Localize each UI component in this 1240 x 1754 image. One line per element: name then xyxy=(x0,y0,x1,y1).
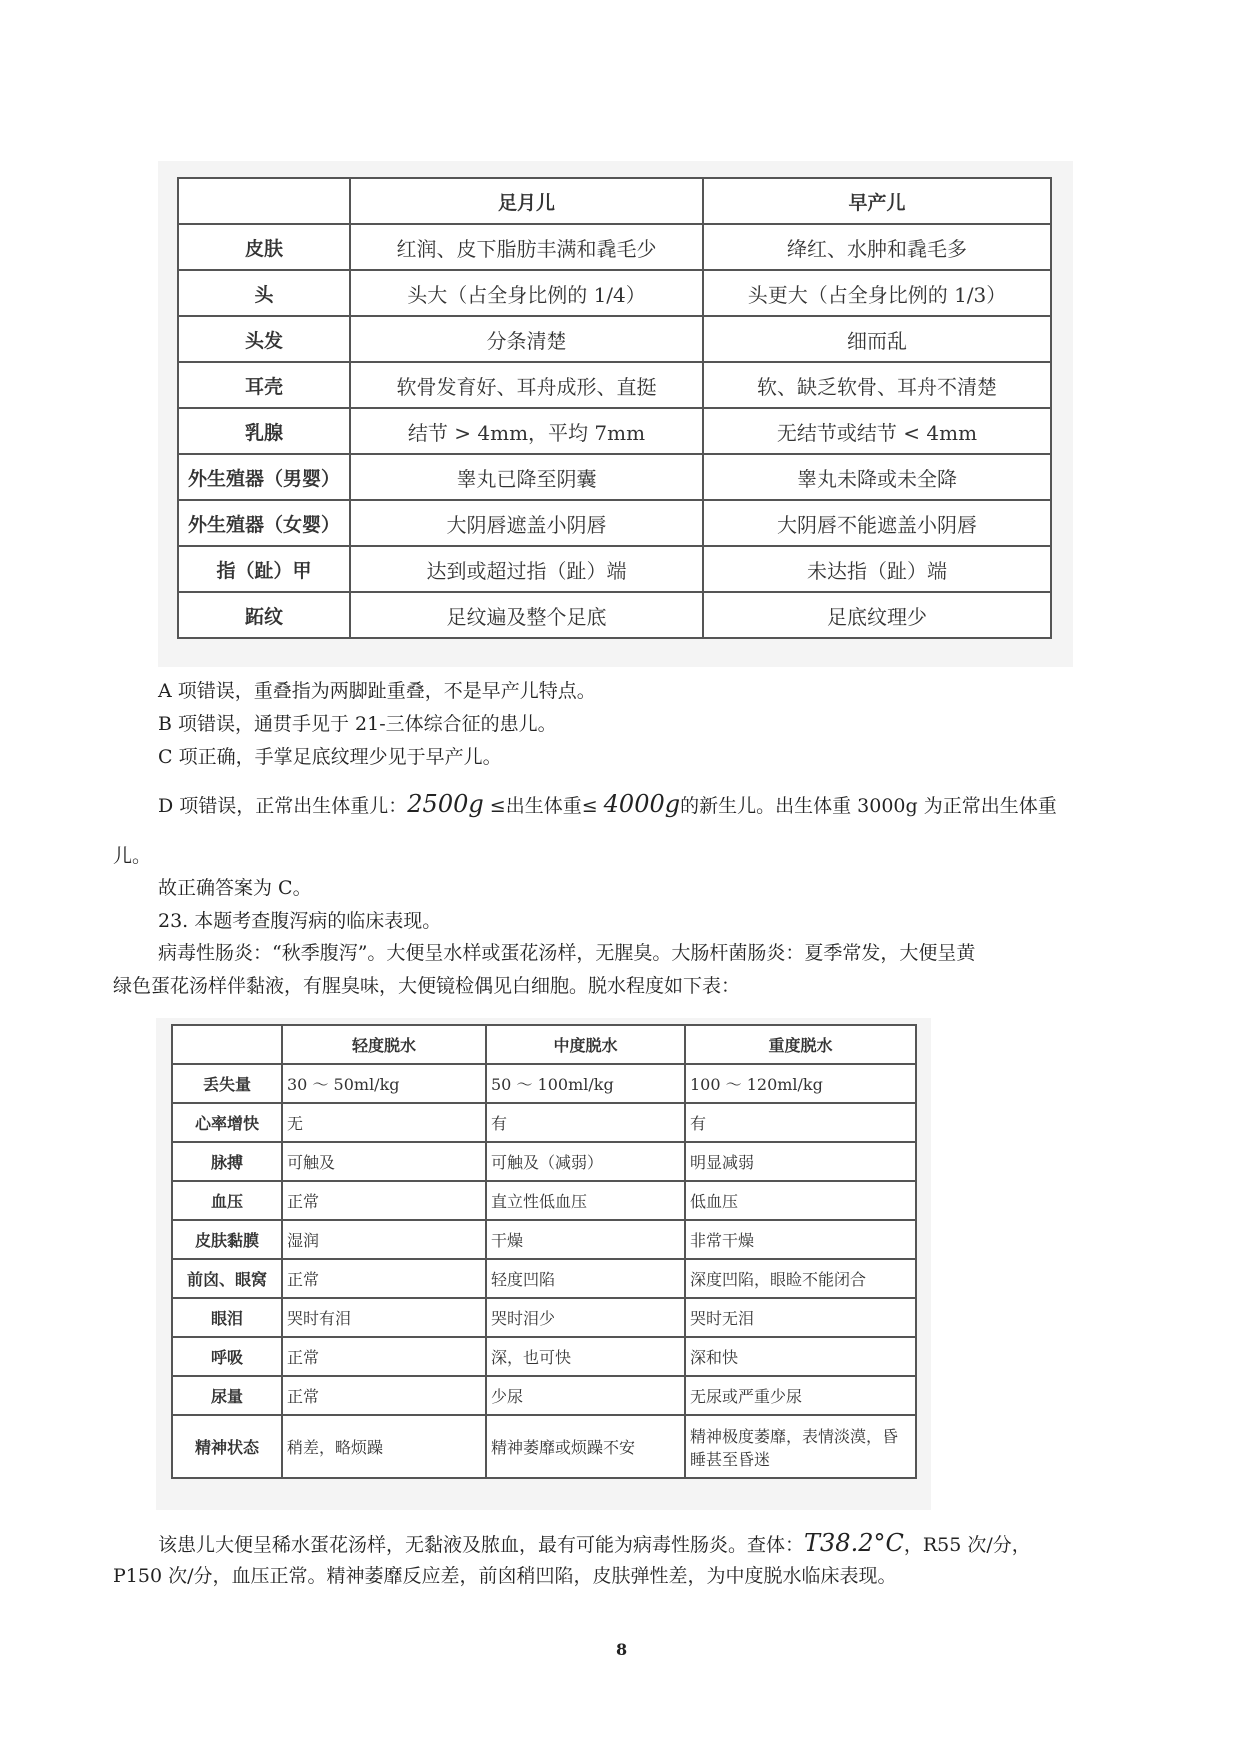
table-header-row xyxy=(172,1025,916,1064)
table-cell: 有 xyxy=(486,1103,685,1142)
column-header: 中度脱水 xyxy=(486,1025,685,1064)
table-cell: 睾丸已降至阴囊 xyxy=(350,454,703,500)
table-cell: 足纹遍及整个足底 xyxy=(350,592,703,638)
table-cell: 软、缺乏软骨、耳舟不清楚 xyxy=(703,362,1051,408)
table-row xyxy=(172,1415,916,1478)
option-d-math-4000: 4000g xyxy=(603,790,681,818)
row-header: 精神状态 xyxy=(172,1415,282,1478)
table-cell: 可触及 xyxy=(282,1142,486,1181)
option-d-continuation: 儿。 xyxy=(113,845,152,867)
table-cell: 100 ～ 120ml/kg xyxy=(685,1064,916,1103)
conclusion-prefix: 该患儿大便呈稀水蛋花汤样，无黏液及脓血，最有可能为病毒性肠炎。查体： xyxy=(158,1534,805,1556)
table-cell: 软骨发育好、耳舟成形、直挺 xyxy=(350,362,703,408)
option-c-text: C 项正确，手掌足底纹理少见于早产儿。 xyxy=(158,746,502,768)
table-row xyxy=(178,500,1051,546)
table-cell: 细而乱 xyxy=(703,316,1051,362)
row-header: 外生殖器（男婴） xyxy=(178,454,350,500)
table-cell: 干燥 xyxy=(486,1220,685,1259)
column-header: 早产儿 xyxy=(703,178,1051,224)
table-row xyxy=(178,546,1051,592)
table-cell: 直立性低血压 xyxy=(486,1181,685,1220)
table-row xyxy=(172,1103,916,1142)
table-cell: 可触及（减弱） xyxy=(486,1142,685,1181)
row-header: 血压 xyxy=(172,1181,282,1220)
table-cell: 哭时泪少 xyxy=(486,1298,685,1337)
table-cell: 大阴唇不能遮盖小阴唇 xyxy=(703,500,1051,546)
table-row xyxy=(178,408,1051,454)
table-row xyxy=(172,1298,916,1337)
table-cell: 稍差，略烦躁 xyxy=(282,1415,486,1478)
table-row xyxy=(178,316,1051,362)
table-cell: 无尿或严重少尿 xyxy=(685,1376,916,1415)
table-row xyxy=(172,1181,916,1220)
table-cell: 轻度凹陷 xyxy=(486,1259,685,1298)
temperature-math: T38.2°C xyxy=(804,1529,904,1557)
table-cell: 湿润 xyxy=(282,1220,486,1259)
table-cell: 低血压 xyxy=(685,1181,916,1220)
table-row xyxy=(172,1337,916,1376)
column-header xyxy=(178,178,350,224)
table-row xyxy=(172,1220,916,1259)
row-header: 耳壳 xyxy=(178,362,350,408)
table-row xyxy=(178,454,1051,500)
option-d-prefix: D 项错误，正常出生体重儿： xyxy=(158,795,408,817)
table-cell: 50 ～ 100ml/kg xyxy=(486,1064,685,1103)
option-b-text: B 项错误，通贯手见于 21-三体综合征的患儿。 xyxy=(158,713,557,735)
row-header: 指（趾）甲 xyxy=(178,546,350,592)
conclusion-suffix: ，R55 次/分， xyxy=(903,1534,1031,1556)
table-cell: 明显减弱 xyxy=(685,1142,916,1181)
row-header: 尿量 xyxy=(172,1376,282,1415)
table-cell: 精神极度萎靡，表情淡漠，昏睡甚至昏迷 xyxy=(685,1415,916,1478)
table-row xyxy=(172,1142,916,1181)
table-cell: 头大（占全身比例的 1/4） xyxy=(350,270,703,316)
table-row xyxy=(178,592,1051,638)
table-cell: 睾丸未降或未全降 xyxy=(703,454,1051,500)
row-header: 外生殖器（女婴） xyxy=(178,500,350,546)
option-d-suffix: 的新生儿。出生体重 3000g 为正常出生体重 xyxy=(680,795,1057,817)
row-header: 皮肤黏膜 xyxy=(172,1220,282,1259)
virus-enteritis-line2: 绿色蛋花汤样伴黏液，有腥臭味，大便镜检偶见白细胞。脱水程度如下表： xyxy=(113,975,741,997)
row-header: 呼吸 xyxy=(172,1337,282,1376)
row-header: 丢失量 xyxy=(172,1064,282,1103)
page-number: 8 xyxy=(616,1640,628,1659)
column-header: 重度脱水 xyxy=(685,1025,916,1064)
table-cell: 非常干燥 xyxy=(685,1220,916,1259)
virus-enteritis-line1: 病毒性肠炎：“秋季腹泻”。大便呈水样或蛋花汤样，无腥臭。大肠杆菌肠炎：夏季常发，大便呈黄 xyxy=(158,942,976,964)
table-cell: 哭时有泪 xyxy=(282,1298,486,1337)
newborn-comparison-table xyxy=(177,177,1052,639)
question-23-text: 23. 本题考查腹泻病的临床表现。 xyxy=(158,910,442,932)
table-row xyxy=(178,270,1051,316)
row-header: 乳腺 xyxy=(178,408,350,454)
row-header: 前囟、眼窝 xyxy=(172,1259,282,1298)
row-header: 跖纹 xyxy=(178,592,350,638)
row-header: 头发 xyxy=(178,316,350,362)
table-cell: 精神萎靡或烦躁不安 xyxy=(486,1415,685,1478)
table-cell: 深，也可快 xyxy=(486,1337,685,1376)
option-a-text: A 项错误，重叠指为两脚趾重叠，不是早产儿特点。 xyxy=(158,680,596,702)
row-header: 皮肤 xyxy=(178,224,350,270)
column-header xyxy=(172,1025,282,1064)
table-cell: 正常 xyxy=(282,1181,486,1220)
row-header: 脉搏 xyxy=(172,1142,282,1181)
table-cell: 哭时无泪 xyxy=(685,1298,916,1337)
conclusion-line2: P150 次/分，血压正常。精神萎靡反应差，前囟稍凹陷，皮肤弹性差，为中度脱水临床表现。 xyxy=(113,1565,897,1587)
table-cell: 正常 xyxy=(282,1259,486,1298)
table-row xyxy=(178,224,1051,270)
answer-text: 故正确答案为 C。 xyxy=(158,877,312,899)
table-row xyxy=(172,1064,916,1103)
table-header-row xyxy=(178,178,1051,224)
column-header: 足月儿 xyxy=(350,178,703,224)
table-cell: 达到或超过指（趾）端 xyxy=(350,546,703,592)
table-cell: 绛红、水肿和毳毛多 xyxy=(703,224,1051,270)
table-cell: 足底纹理少 xyxy=(703,592,1051,638)
column-header: 轻度脱水 xyxy=(282,1025,486,1064)
table-cell: 有 xyxy=(685,1103,916,1142)
table-cell: 大阴唇遮盖小阴唇 xyxy=(350,500,703,546)
option-d-text xyxy=(158,792,1057,818)
table-cell: 未达指（趾）端 xyxy=(703,546,1051,592)
table-cell: 正常 xyxy=(282,1376,486,1415)
table-row xyxy=(172,1376,916,1415)
dehydration-degree-table xyxy=(171,1024,917,1479)
table-cell: 无结节或结节 < 4mm xyxy=(703,408,1051,454)
conclusion-line1 xyxy=(158,1531,1031,1557)
table-cell: 结节 > 4mm，平均 7mm xyxy=(350,408,703,454)
table-cell: 30 ～ 50ml/kg xyxy=(282,1064,486,1103)
table-cell: 无 xyxy=(282,1103,486,1142)
table-cell: 少尿 xyxy=(486,1376,685,1415)
table-cell: 深和快 xyxy=(685,1337,916,1376)
row-header: 头 xyxy=(178,270,350,316)
option-d-mid: ≤出生体重≤ xyxy=(483,795,604,817)
row-header: 眼泪 xyxy=(172,1298,282,1337)
table-cell: 深度凹陷，眼睑不能闭合 xyxy=(685,1259,916,1298)
table-row xyxy=(172,1259,916,1298)
table-cell: 红润、皮下脂肪丰满和毳毛少 xyxy=(350,224,703,270)
table-cell: 头更大（占全身比例的 1/3） xyxy=(703,270,1051,316)
table-row xyxy=(178,362,1051,408)
row-header: 心率增快 xyxy=(172,1103,282,1142)
option-d-math-2500: 2500g xyxy=(407,790,484,818)
table-cell: 分条清楚 xyxy=(350,316,703,362)
table-cell: 正常 xyxy=(282,1337,486,1376)
